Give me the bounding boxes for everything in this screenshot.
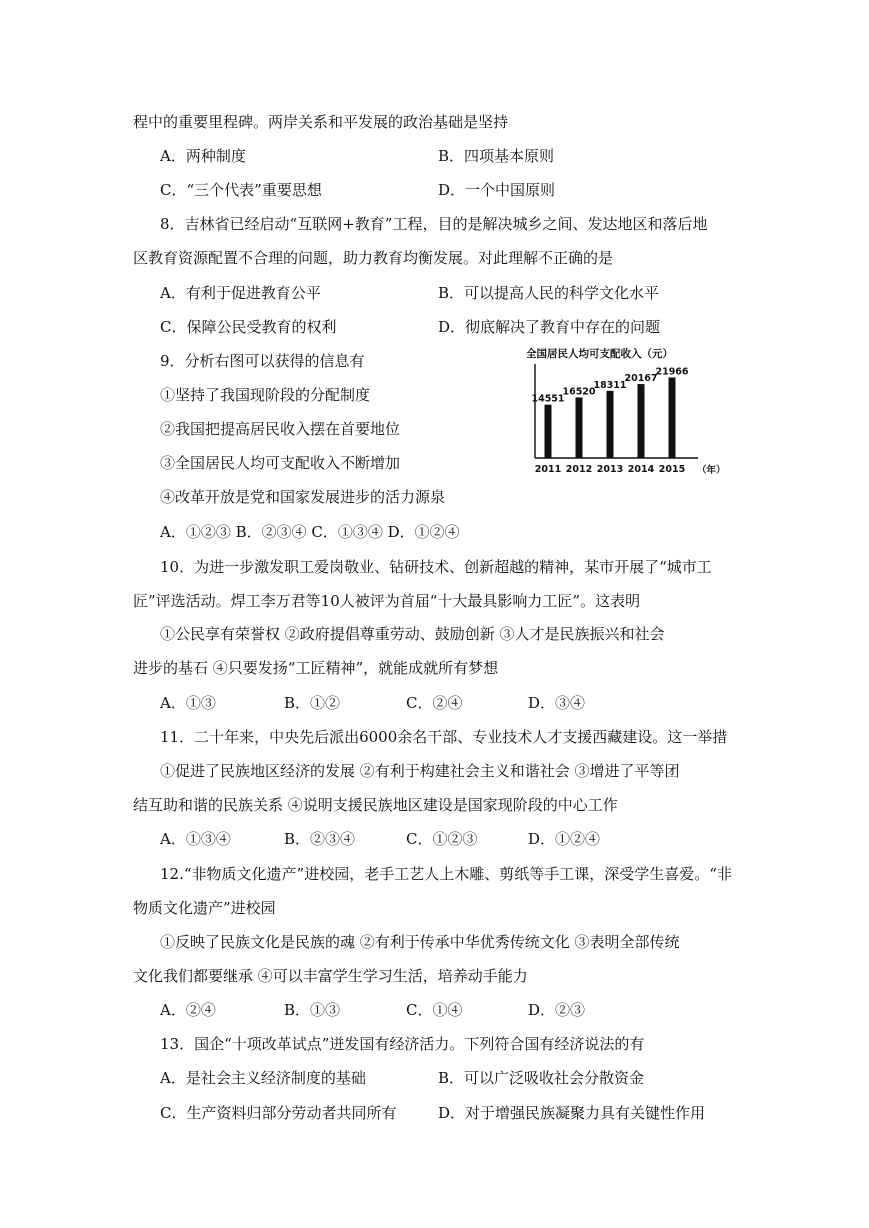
q9-options: A．①②③ B．②③④ C．①③④ D．①②④	[160, 523, 460, 541]
bar-value-label-2012: 16520	[562, 386, 596, 398]
q10-statements-line-1: ①公民享有荣誉权 ②政府提倡尊重劳动、鼓励创新 ③人才是民族振兴和社会	[160, 625, 665, 643]
q12-statements-line-1: ①反映了民族文化是民族的魂 ②有利于传承中华优秀传统文化 ③表明全部传统	[160, 933, 680, 951]
q12-option-a: A．②④	[160, 1001, 216, 1019]
q11-option-c: C．①②③	[406, 830, 478, 848]
q7-option-d: D．一个中国原则	[438, 181, 556, 199]
q7-stem-continued: 程中的重要里程碑。两岸关系和平发展的政治基础是坚持	[133, 113, 509, 131]
x-axis-unit-label: （年）	[697, 465, 726, 476]
income-bar-chart	[522, 342, 732, 478]
bar-2014	[638, 384, 645, 458]
q9-statement-3: ③全国居民人均可支配收入不断增加	[160, 454, 401, 472]
x-tick-label-2011: 2011	[534, 464, 562, 475]
q13-option-a: A．是社会主义经济制度的基础	[160, 1069, 366, 1087]
q11-statements-line-2: 结互助和谐的民族关系 ④说明支援民族地区建设是国家现阶段的中心工作	[133, 796, 618, 814]
q7-option-a: A．两种制度	[160, 147, 246, 165]
bar-value-label-2013: 18311	[593, 379, 627, 391]
q8-option-a: A．有利于促进教育公平	[160, 284, 321, 302]
bar-2012	[576, 397, 583, 458]
q9-statement-4: ④改革开放是党和国家发展进步的活力源泉	[160, 488, 446, 506]
x-tick-label-2013: 2013	[596, 464, 624, 475]
q9-statement-2: ②我国把提高居民收入摆在首要地位	[160, 420, 401, 438]
x-tick-label-2014: 2014	[627, 464, 655, 475]
q13-stem: 13．国企“十项改革试点”迸发国有经济活力。下列符合国有经济说法的有	[160, 1035, 645, 1053]
q8-stem-line-1: 8．吉林省已经启动“互联网+教育”工程，目的是解决城乡之间、发达地区和落后地	[160, 215, 708, 233]
q8-option-c: C．保障公民受教育的权利	[160, 318, 337, 336]
q10-option-a: A．①③	[160, 694, 216, 712]
q8-option-b: B．可以提高人民的科学文化水平	[438, 284, 660, 302]
bar-2015	[669, 377, 676, 458]
q13-option-c: C．生产资料归部分劳动者共同所有	[160, 1104, 397, 1122]
q13-option-d: D．对于增强民族凝聚力具有关键性作用	[438, 1104, 706, 1122]
q11-option-d: D．①②④	[528, 830, 601, 848]
x-tick-label-2015: 2015	[658, 464, 686, 475]
q9-stem: 9．分析右图可以获得的信息有	[160, 352, 365, 370]
x-tick-label-2012: 2012	[565, 464, 593, 475]
q11-option-a: A．①③④	[160, 830, 231, 848]
q12-stem-line-1: 12.“非物质文化遗产”进校园，老手工艺人上木雕、剪纸等手工课，深受学生喜爱。“非	[160, 865, 732, 883]
q10-option-c: C．②④	[406, 694, 463, 712]
bar-2011	[545, 405, 552, 458]
q10-option-d: D．③④	[528, 694, 586, 712]
q10-option-b: B．①②	[284, 694, 341, 712]
bar-value-label-2011: 14551	[531, 393, 565, 405]
q12-statements-line-2: 文化我们都要继承 ④可以丰富学生学习生活，培养动手能力	[133, 967, 528, 985]
q13-option-b: B．可以广泛吸收社会分散资金	[438, 1069, 645, 1087]
q7-option-b: B．四项基本原则	[438, 147, 555, 165]
q12-option-b: B．①③	[284, 1001, 341, 1019]
q11-statements-line-1: ①促进了民族地区经济的发展 ②有利于构建社会主义和谐社会 ③增进了平等团	[160, 762, 680, 780]
q9-statement-1: ①坚持了我国现阶段的分配制度	[160, 386, 371, 404]
q11-option-b: B．②③④	[284, 830, 356, 848]
bar-2013	[607, 391, 614, 458]
q10-stem-line-1: 10．为进一步激发职工爱岗敬业、钻研技术、创新超越的精神，某市开展了“城市工	[160, 558, 712, 576]
q12-option-d: D．②③	[528, 1001, 586, 1019]
q11-stem: 11．二十年来，中央先后派出6000余名干部、专业技术人才支援西藏建设。这一举措	[160, 728, 728, 746]
chart-title: 全国居民人均可支配收入（元）	[526, 348, 673, 360]
q10-stem-line-2: 匠”评选活动。焊工李万君等10人被评为首届“十大最具影响力工匠”。这表明	[133, 592, 641, 610]
bar-value-label-2014: 20167	[624, 373, 658, 385]
q8-option-d: D．彻底解决了教育中存在的问题	[438, 318, 661, 336]
bar-value-label-2015: 21966	[655, 366, 689, 378]
q8-stem-line-2: 区教育资源配置不合理的问题，助力教育均衡发展。对此理解不正确的是	[133, 249, 614, 267]
q10-statements-line-2: 进步的基石 ④只要发扬“工匠精神”，就能成就所有梦想	[133, 659, 499, 677]
q7-option-c: C．“三个代表”重要思想	[160, 181, 322, 199]
q12-stem-line-2: 物质文化遗产”进校园	[133, 899, 276, 917]
q12-option-c: C．①④	[406, 1001, 463, 1019]
